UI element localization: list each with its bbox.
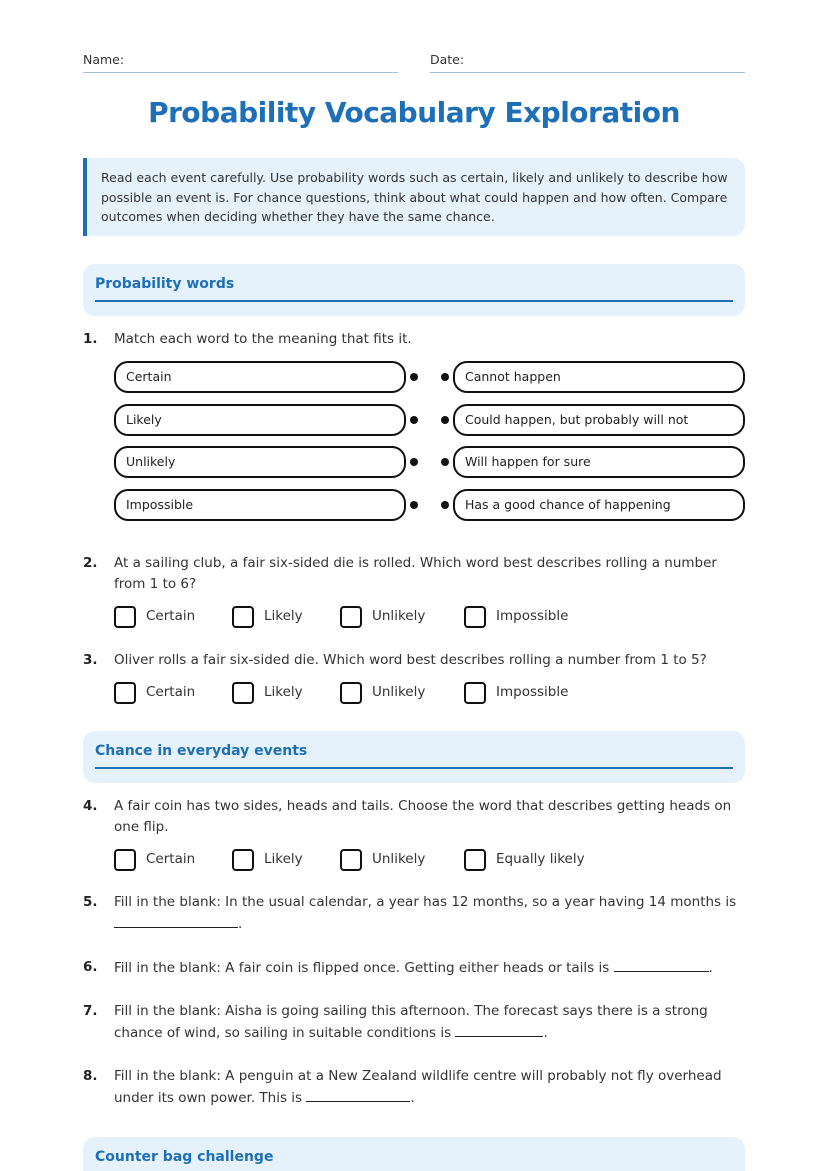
question-text [114, 1066, 746, 1109]
option-label: Impossible [496, 684, 569, 700]
match-right-item[interactable]: Cannot happen [453, 361, 745, 393]
match-dot[interactable] [441, 501, 449, 509]
section-header-chance-everyday [83, 731, 745, 783]
option-label: Unlikely [372, 684, 426, 700]
page-title: Probability Vocabulary Exploration [148, 96, 680, 129]
question-number: 2. [83, 555, 98, 571]
match-right-item[interactable]: Will happen for sure [453, 446, 745, 478]
answer-blank[interactable] [455, 1022, 543, 1037]
section-title: Counter bag challenge [95, 1149, 274, 1165]
match-left-item[interactable]: Unlikely [114, 446, 406, 478]
match-dot[interactable] [441, 416, 449, 424]
question-body: Fill in the blank: A penguin at a New Zealand wildlife centre will probably not fly overhead under its own power. This is [114, 1068, 722, 1106]
option-label: Certain [146, 608, 196, 624]
sentence-end: . [410, 1090, 415, 1106]
match-right-item[interactable]: Could happen, but probably will not [453, 404, 745, 436]
name-field[interactable] [83, 72, 398, 73]
question-text [114, 892, 746, 935]
checkbox[interactable] [340, 682, 362, 704]
checkbox[interactable] [464, 606, 486, 628]
option-label: Likely [264, 684, 303, 700]
checkbox[interactable] [340, 849, 362, 871]
option-label: Impossible [496, 608, 569, 624]
question-body: Fill in the blank: Aisha is going sailing this afternoon. The forecast says there is a strong chance of wind, so sailing in suitable conditions is [114, 1003, 708, 1041]
section-divider [95, 767, 733, 769]
option-label: Certain [146, 684, 196, 700]
option-label: Unlikely [372, 851, 426, 867]
question-text: A fair coin has two sides, heads and tails. Choose the word that describes getting heads on one flip. [114, 798, 732, 835]
match-left-item[interactable]: Likely [114, 404, 406, 436]
answer-blank[interactable] [306, 1087, 410, 1102]
match-dot[interactable] [441, 458, 449, 466]
section-title: Probability words [95, 276, 235, 292]
checkbox[interactable] [114, 606, 136, 628]
option-label: Equally likely [496, 851, 585, 867]
question-number: 3. [83, 652, 98, 668]
question-number: 4. [83, 798, 98, 814]
option-label: Unlikely [372, 608, 426, 624]
answer-blank[interactable] [114, 913, 238, 928]
instructions-box [83, 158, 745, 236]
question-number: 7. [83, 1003, 98, 1019]
match-dot[interactable] [410, 501, 418, 509]
checkbox[interactable] [464, 682, 486, 704]
section-title: Chance in everyday events [95, 743, 308, 759]
sentence-end: . [238, 916, 243, 932]
question-number: 1. [83, 331, 98, 347]
match-dot[interactable] [410, 373, 418, 381]
match-right-item[interactable]: Has a good chance of happening [453, 489, 745, 521]
checkbox[interactable] [232, 682, 254, 704]
option-label: Likely [264, 851, 303, 867]
match-dot[interactable] [410, 458, 418, 466]
checkbox[interactable] [340, 606, 362, 628]
section-divider [95, 300, 733, 302]
checkbox[interactable] [114, 849, 136, 871]
question-number: 8. [83, 1068, 98, 1084]
option-label: Certain [146, 851, 196, 867]
question-text: At a sailing club, a fair six-sided die is rolled. Which word best describes rolling a number from 1 to 6? [114, 555, 717, 592]
answer-blank[interactable] [614, 957, 709, 972]
instructions-text: Read each event carefully. Use probability words such as certain, likely and unlikely to describe how possible an event is. For chance questions, think about what could happen and how often. Compare outcomes when deciding whether they have the same chance. [101, 170, 728, 224]
option-label: Likely [264, 608, 303, 624]
match-dot[interactable] [441, 373, 449, 381]
name-label: Name: [83, 52, 125, 67]
section-header-probability-words [83, 264, 745, 316]
sentence-end: . [708, 960, 713, 976]
checkbox[interactable] [232, 849, 254, 871]
checkbox[interactable] [464, 849, 486, 871]
question-number: 6. [83, 959, 98, 975]
checkbox[interactable] [232, 606, 254, 628]
question-body: Fill in the blank: In the usual calendar, a year has 12 months, so a year having 14 months is [114, 894, 737, 910]
question-text: Match each word to the meaning that fits it. [114, 331, 412, 347]
match-left-item[interactable]: Impossible [114, 489, 406, 521]
date-field[interactable] [430, 72, 745, 73]
match-left-item[interactable]: Certain [114, 361, 406, 393]
sentence-end: . [543, 1025, 548, 1041]
date-label: Date: [430, 52, 465, 67]
question-text [114, 957, 746, 979]
checkbox[interactable] [114, 682, 136, 704]
question-body: Fill in the blank: A fair coin is flipped once. Getting either heads or tails is [114, 960, 610, 976]
section-header-counter-bag [83, 1137, 745, 1171]
question-text [114, 1001, 746, 1044]
question-text: Oliver rolls a fair six-sided die. Which word best describes rolling a number from 1 to 5? [114, 652, 707, 668]
match-dot[interactable] [410, 416, 418, 424]
question-number: 5. [83, 894, 98, 910]
